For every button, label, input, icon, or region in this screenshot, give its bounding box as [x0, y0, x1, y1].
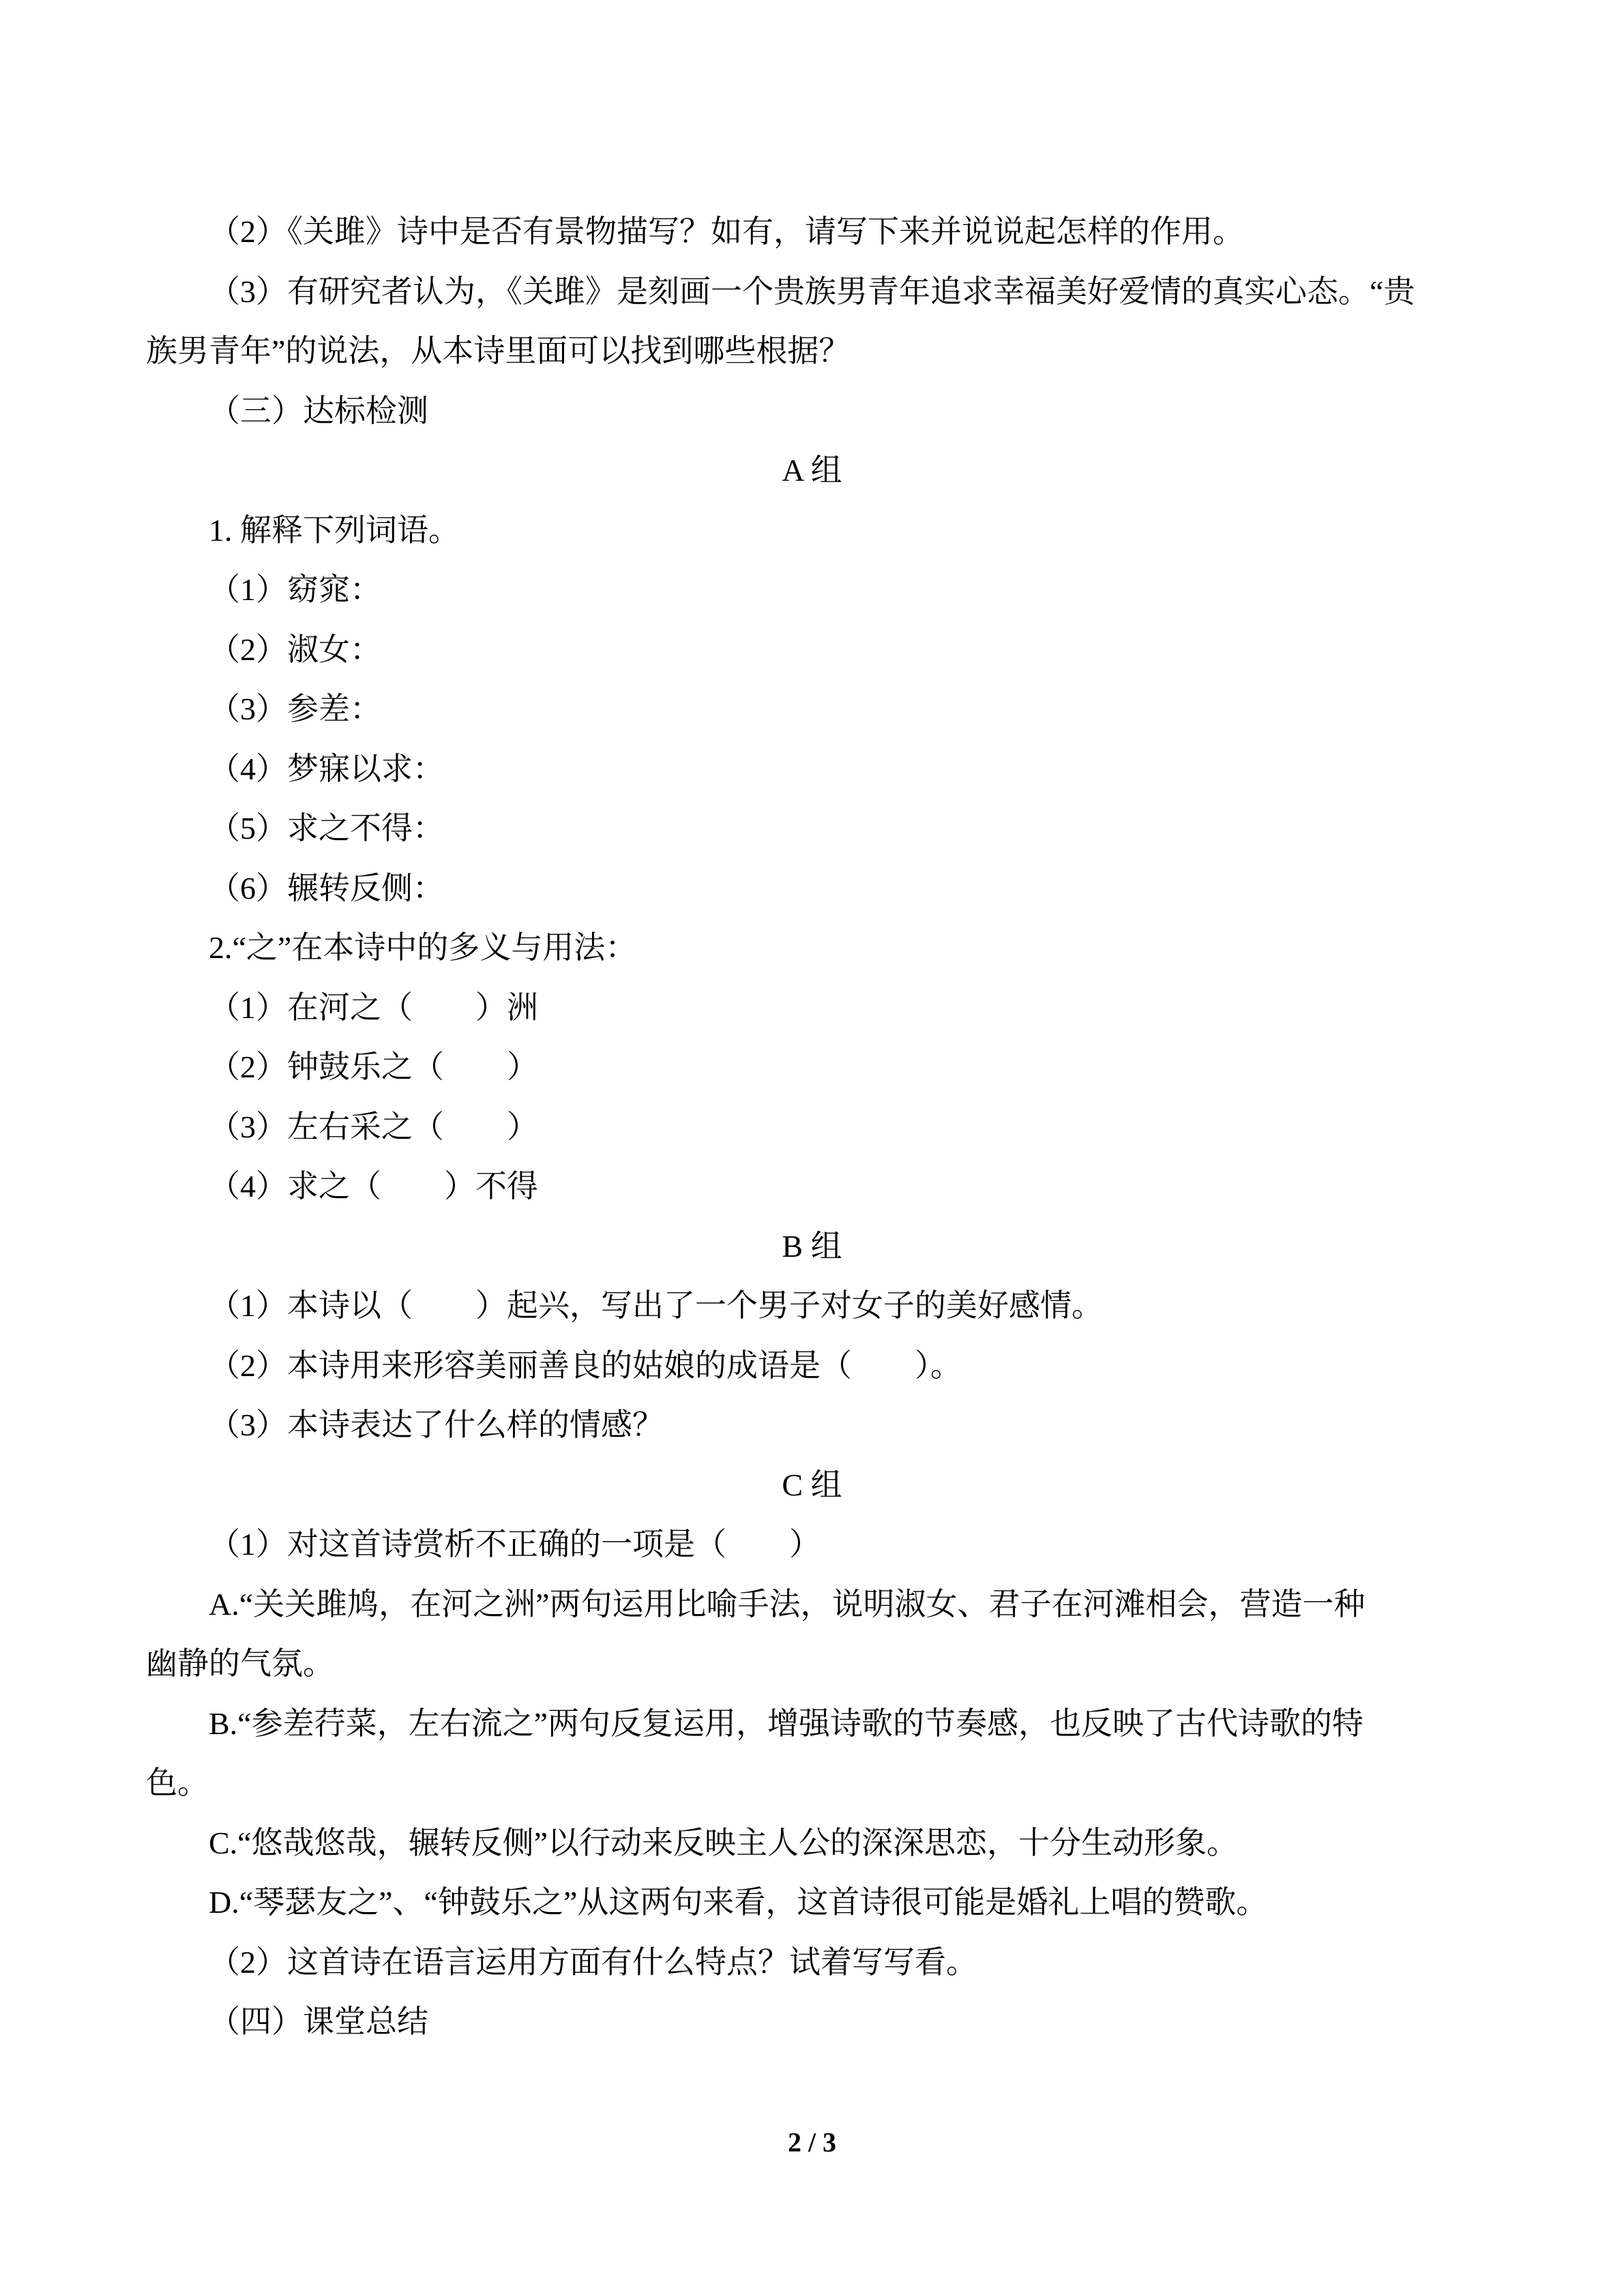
a-q2-item-4: （4）求之（ ）不得: [209, 1169, 538, 1204]
q3-researcher-question-line1: （3）有研究者认为，《关雎》是刻画一个贵族男青年追求幸福美好爱情的真实心态。“贵: [209, 273, 1415, 309]
group-a-heading: A 组: [782, 453, 842, 488]
page-number: 2 / 3: [787, 2127, 837, 2158]
b-item-3: （3）本诗表达了什么样的情感？: [209, 1407, 664, 1442]
a-q1-item-4: （4）梦寐以求：: [209, 751, 444, 786]
a-q2-item-1: （1）在河之（ ）洲: [209, 989, 538, 1025]
a-q1-item-6: （6）辗转反侧：: [209, 870, 444, 906]
a-q1-item-5: （5）求之不得：: [209, 811, 444, 846]
b-item-1: （1）本诗以（ ）起兴，写出了一个男子对女子的美好感情。: [209, 1288, 1103, 1323]
c-item-1: （1）对这首诗赏析不正确的一项是（ ）: [209, 1527, 821, 1562]
q2-scenery-question: （2）《关雎》诗中是否有景物描写？如有，请写下来并说说起怎样的作用。: [209, 214, 1244, 249]
c-item-2: （2）这首诗在语言运用方面有什么特点？试着写写看。: [209, 1944, 977, 1980]
a-q2-item-3: （3）左右采之（ ）: [209, 1109, 538, 1144]
q3-researcher-question-line2: 族男青年”的说法，从本诗里面可以找到哪些根据？: [146, 333, 851, 368]
a-q1-item-3: （3）参差：: [209, 691, 381, 726]
a-q1-item-2: （2）淑女：: [209, 631, 381, 667]
a-q2-zhi-usage: 2.“之”在本诗中的多义与用法：: [209, 930, 637, 965]
a-q1-item-1: （1）窈窕：: [209, 572, 381, 607]
c-option-b-line2: 色。: [146, 1765, 209, 1800]
c-option-a-line2: 幽静的气氛。: [146, 1646, 334, 1681]
page-footer: [0, 2126, 1624, 2159]
section-4-heading: （四）课堂总结: [209, 2004, 428, 2039]
group-b-heading: B 组: [782, 1228, 842, 1264]
c-option-b-line1: B.“参差荇菜，左右流之”两句反复运用，增强诗歌的节奏感，也反映了古代诗歌的特: [209, 1705, 1364, 1741]
document-body: [146, 202, 1478, 2052]
a-q2-item-2: （2）钟鼓乐之（ ）: [209, 1049, 538, 1084]
c-option-d: D.“琴瑟友之”、“钟鼓乐之”从这两句来看，这首诗很可能是婚礼上唱的赞歌。: [209, 1885, 1268, 1920]
c-option-a-line1: A.“关关雎鸠，在河之洲”两句运用比喻手法，说明淑女、君子在河滩相会，营造一种: [209, 1586, 1365, 1622]
b-item-2: （2）本诗用来形容美丽善良的姑娘的成语是（ ）。: [209, 1347, 962, 1383]
c-option-c: C.“悠哉悠哉，辗转反侧”以行动来反映主人公的深深思恋，十分生动形象。: [209, 1825, 1239, 1860]
section-3-heading: （三）达标检测: [209, 393, 428, 428]
group-c-heading: C 组: [782, 1467, 842, 1502]
a-q1-explain-words: 1. 解释下列词语。: [209, 512, 460, 548]
